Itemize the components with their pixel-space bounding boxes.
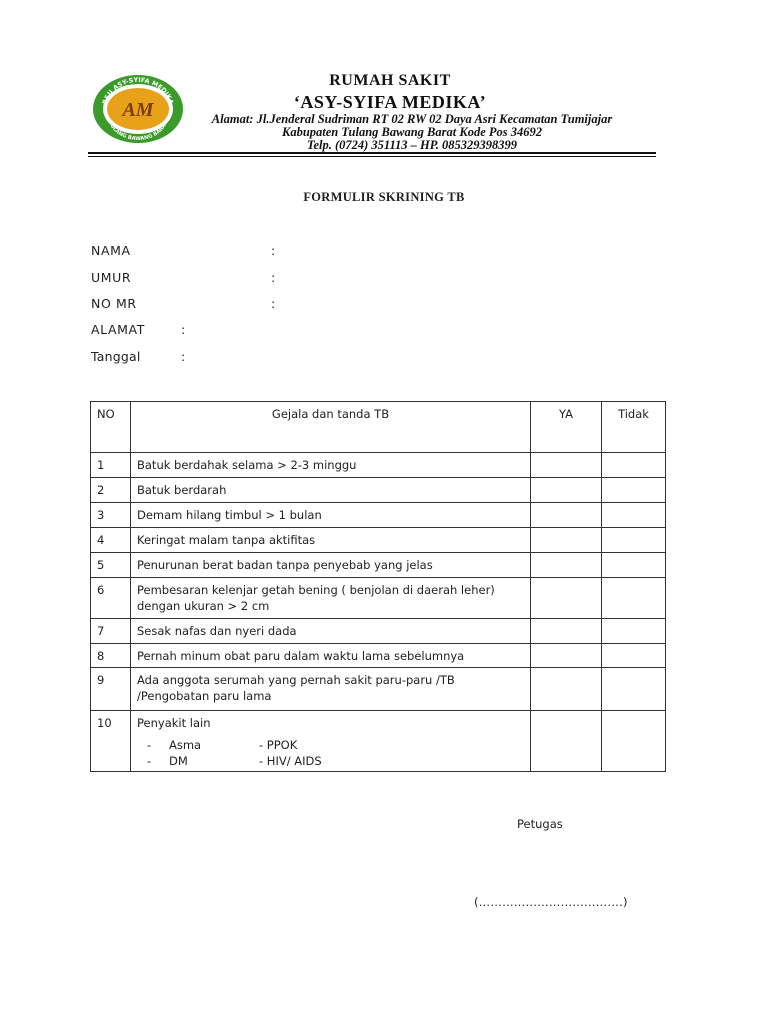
list-item-left: Asma [169,738,202,752]
row-number: 2 [91,478,131,503]
row-symptom: Keringat malam tanpa aktifitas [131,528,531,553]
row-symptom: Sesak nafas dan nyeri dada [131,619,531,644]
col-header-yes: YA [531,402,602,453]
screening-table [90,401,666,772]
field-colon: : [271,296,276,311]
officer-label: Petugas [517,817,563,831]
table-row [91,711,666,772]
row-number: 4 [91,528,131,553]
field-label: ALAMAT [91,322,145,337]
row-symptom: Batuk berdarah [131,478,531,503]
form-title: FORMULIR SKRINING TB [303,190,465,204]
hospital-address: Alamat: Jl.Jenderal Sudriman RT 02 RW 02 Daya Asri Kecamatan Tumijajar [211,112,613,126]
table-row [91,528,666,553]
answer-yes-cell[interactable] [531,528,602,553]
list-item-left: DM [169,754,188,768]
table-row [91,578,666,619]
hospital-type: RUMAH SAKIT [329,72,451,89]
field-nama[interactable] [91,243,276,258]
row-symptom: Batuk berdahak selama > 2-3 minggu [131,453,531,478]
row-symptom [131,578,531,619]
table-row [91,644,666,668]
answer-no-cell[interactable] [602,553,666,578]
header-rule-thin [88,156,656,157]
list-dash: - [147,738,152,752]
field-alamat[interactable] [91,322,186,337]
answer-no-cell[interactable] [602,478,666,503]
row-number: 8 [91,644,131,668]
logo-monogram: AM [122,99,154,121]
field-label: NAMA [91,243,131,258]
row-number: 9 [91,668,131,711]
field-tanggal[interactable] [91,349,186,364]
hospital-phone: Telp. (0724) 351113 – HP. 085329398399 [306,138,518,152]
list-item-right: - HIV/ AIDS [259,754,322,768]
svg-text:RSU ASY-SYIFA MEDIKA: RSU ASY-SYIFA MEDIKA [100,75,176,106]
field-colon: : [271,243,276,258]
answer-no-cell[interactable] [602,668,666,711]
row-number: 10 [91,711,131,772]
field-colon: : [271,270,276,285]
answer-yes-cell[interactable] [531,503,602,528]
answer-no-cell[interactable] [602,644,666,668]
table-row [91,668,666,711]
row-number: 5 [91,553,131,578]
list-item [137,737,524,753]
answer-no-cell[interactable] [602,503,666,528]
table-row [91,619,666,644]
row-symptom-line: Ada anggota serumah yang pernah sakit paru-paru /TB [137,673,455,687]
field-umur[interactable] [91,270,276,285]
field-no-mr[interactable] [91,296,276,311]
answer-yes-cell[interactable] [531,453,602,478]
field-label: UMUR [91,270,132,285]
row-number: 7 [91,619,131,644]
field-colon: : [181,322,186,337]
hospital-regency: Kabupaten Tulang Bawang Barat Kode Pos 34692 [282,125,542,139]
answer-yes-cell[interactable] [531,578,602,619]
table-row [91,453,666,478]
col-header-symptom: Gejala dan tanda TB [131,402,531,453]
answer-no-cell[interactable] [602,528,666,553]
answer-yes-cell[interactable] [531,644,602,668]
row-number: 6 [91,578,131,619]
answer-no-cell[interactable] [602,711,666,772]
row-symptom-line: Penyakit lain [137,716,211,730]
answer-no-cell[interactable] [602,578,666,619]
answer-yes-cell[interactable] [531,619,602,644]
col-header-no: NO [91,402,131,453]
row-symptom-line: /Pengobatan paru lama [137,689,272,703]
list-item [137,753,524,769]
header-rule-thick [88,152,656,154]
col-header-no-answer: Tidak [602,402,666,453]
row-symptom [131,668,531,711]
other-disease-list [137,737,524,769]
row-symptom-line: dengan ukuran > 2 cm [137,599,270,613]
list-dash: - [147,754,152,768]
row-number: 1 [91,453,131,478]
list-item-right: - PPOK [259,738,298,752]
table-header-row [91,402,666,453]
answer-yes-cell[interactable] [531,711,602,772]
row-symptom: Pernah minum obat paru dalam waktu lama sebelumnya [131,644,531,668]
row-symptom [131,711,531,772]
field-label: NO MR [91,296,137,311]
row-number: 3 [91,503,131,528]
answer-no-cell[interactable] [602,619,666,644]
field-colon: : [181,349,186,364]
table-row [91,478,666,503]
answer-yes-cell[interactable] [531,478,602,503]
answer-yes-cell[interactable] [531,668,602,711]
row-symptom: Demam hilang timbul > 1 bulan [131,503,531,528]
answer-yes-cell[interactable] [531,553,602,578]
signature-line[interactable]: (……………………………….) [474,895,628,909]
field-label: Tanggal [91,349,141,364]
row-symptom: Penurunan berat badan tanpa penyebab yang jelas [131,553,531,578]
svg-text:TULANG BAWANG BARAT: TULANG BAWANG BARAT [107,120,169,143]
answer-no-cell[interactable] [602,453,666,478]
hospital-name: ‘ASY-SYIFA MEDIKA’ [293,92,487,112]
row-symptom-line: Pembesaran kelenjar getah bening ( benjolan di daerah leher) [137,583,495,597]
table-row [91,553,666,578]
table-row [91,503,666,528]
